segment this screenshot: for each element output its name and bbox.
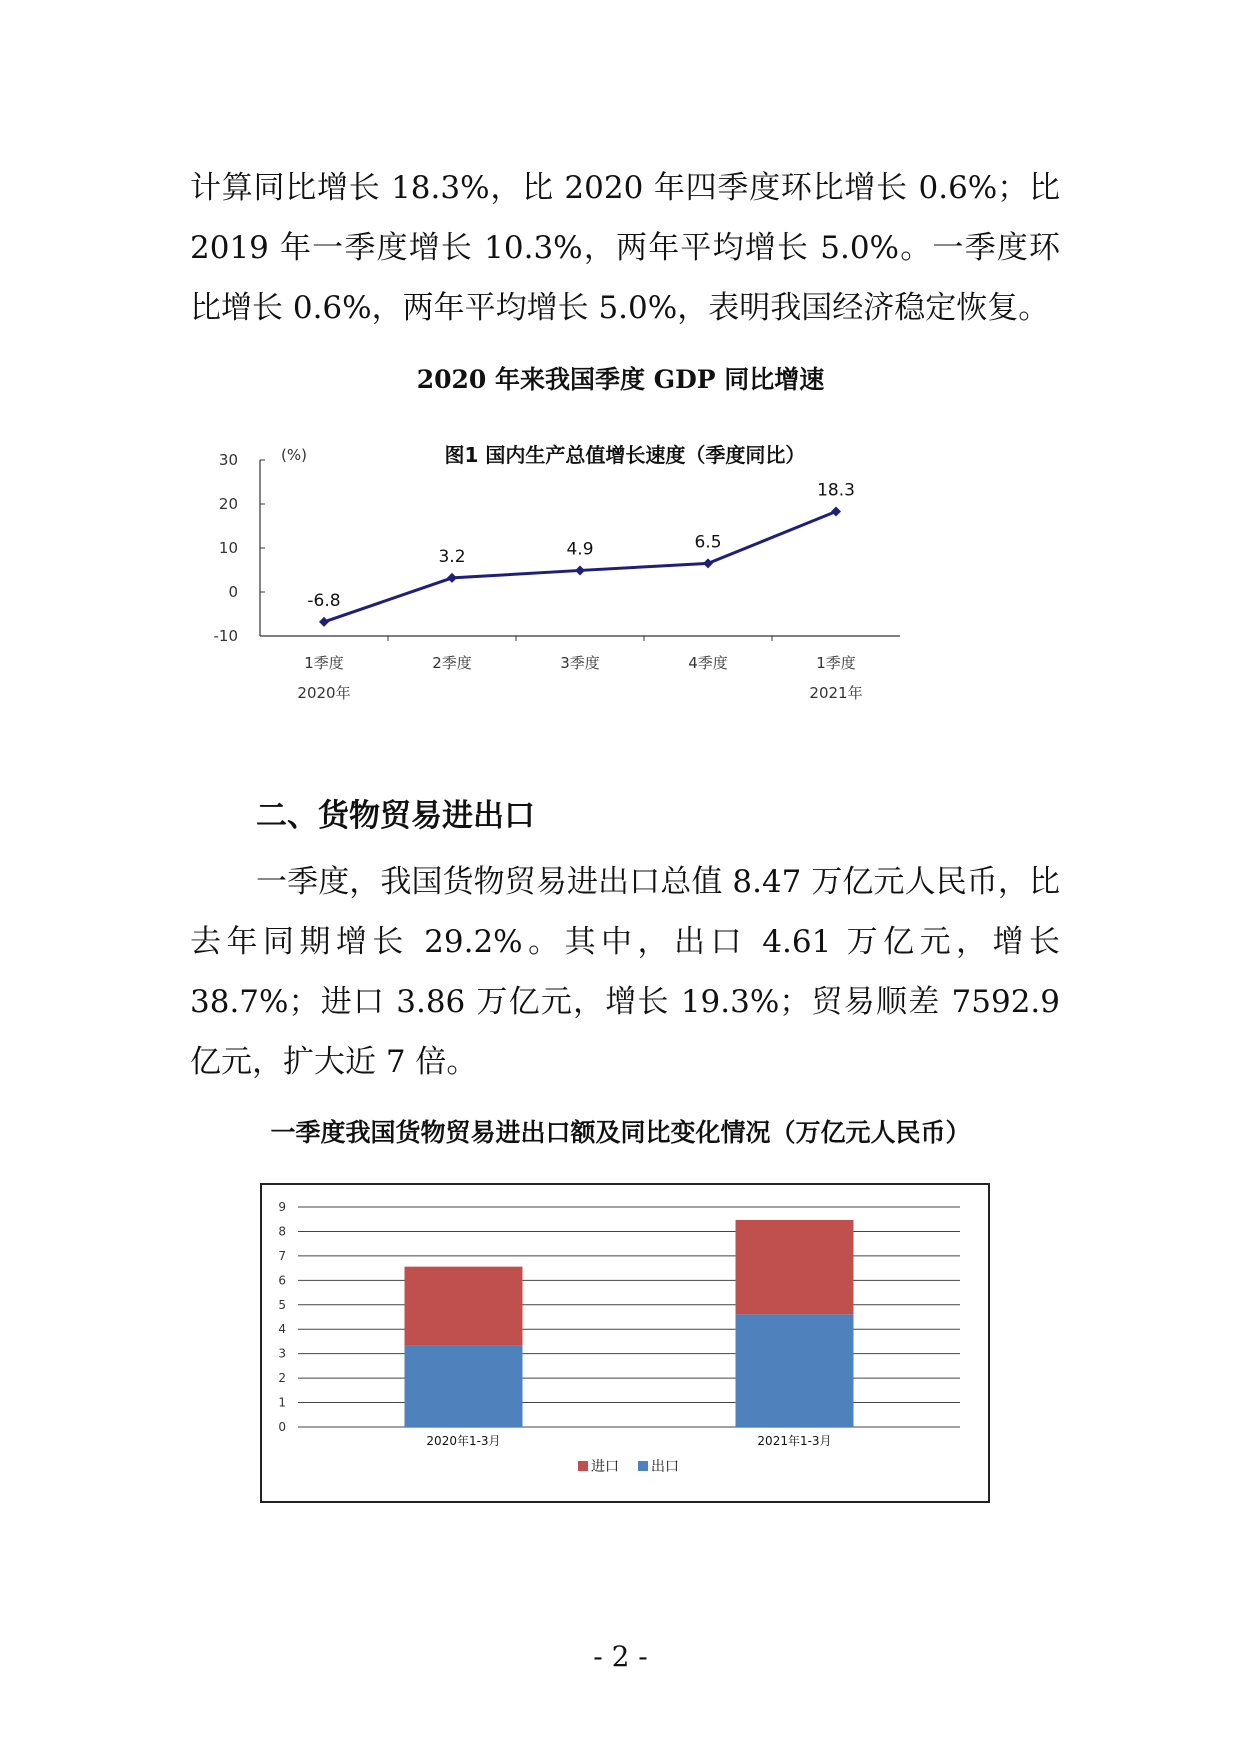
trade-y-tick-label: 3	[278, 1346, 286, 1361]
trade-legend-swatch	[578, 1461, 588, 1471]
trade-y-tick-label: 8	[278, 1224, 286, 1239]
gdp-x-tick-label: 1季度	[304, 654, 344, 672]
paragraph-gdp: 计算同比增长 18.3%，比 2020 年四季度环比增长 0.6%；比 2019 年一季度增长 10.3%，两年平均增长 5.0%。一季度环比增长 0.6%，两年平均增长 5.0%，表明我国经济稳定恢复。	[190, 170, 1060, 326]
trade-bar-export	[405, 1346, 523, 1427]
trade-chart-caption: 一季度我国货物贸易进出口额及同比变化情况（万亿元人民币）	[270, 1118, 971, 1147]
paragraph-trade: 一季度，我国货物贸易进出口总值 8.47 万亿元人民币，比去年同期增长 29.2%。其中，出口 4.61 万亿元，增长 38.7%；进口 3.86 万亿元，增长 19.3%；贸易顺差 7592.9 亿元，扩大近 7 倍。	[190, 864, 1060, 1080]
trade-y-tick-label: 6	[278, 1273, 286, 1288]
gdp-y-unit: (%)	[281, 446, 307, 464]
gdp-data-label: 6.5	[694, 532, 722, 553]
gdp-chart-caption: 2020 年来我国季度 GDP 同比增速	[416, 365, 825, 394]
gdp-line-chart	[213, 420, 1025, 760]
gdp-y-tick-label: -10	[213, 627, 238, 645]
gdp-data-point	[447, 573, 457, 583]
trade-stacked-bar-chart	[260, 1183, 990, 1503]
gdp-x-year-label: 2020年	[297, 684, 351, 702]
trade-bar-export	[736, 1314, 854, 1427]
gdp-y-tick-label: 30	[218, 451, 238, 469]
gdp-data-label: 18.3	[817, 480, 855, 501]
trade-y-tick-label: 7	[278, 1248, 286, 1263]
gdp-data-point	[319, 617, 329, 627]
trade-legend-label: 出口	[651, 1459, 679, 1475]
trade-bar-import	[405, 1267, 523, 1346]
trade-y-tick-label: 0	[278, 1420, 286, 1434]
gdp-data-point	[831, 506, 841, 516]
gdp-y-tick-label: 0	[228, 583, 238, 601]
gdp-x-tick-label: 4季度	[688, 654, 728, 672]
page-number: - 2 -	[593, 1640, 648, 1673]
gdp-data-label: 4.9	[566, 539, 594, 560]
trade-x-tick-label: 2020年1-3月	[426, 1434, 501, 1448]
trade-x-tick-label: 2021年1-3月	[757, 1434, 832, 1448]
gdp-data-label: 3.2	[438, 546, 466, 567]
trade-y-tick-label: 5	[278, 1297, 286, 1312]
gdp-x-tick-label: 2季度	[432, 654, 472, 672]
trade-y-tick-label: 4	[278, 1322, 286, 1337]
gdp-data-point	[703, 558, 713, 568]
gdp-chart-title: 图1 国内生产总值增长速度（季度同比）	[444, 443, 806, 467]
trade-legend-label: 进口	[591, 1459, 619, 1475]
gdp-y-tick-label: 20	[218, 495, 238, 513]
section-heading-trade: 二、货物贸易进出口	[256, 798, 535, 834]
gdp-data-point	[575, 565, 585, 575]
trade-y-tick-label: 1	[278, 1395, 286, 1410]
trade-y-tick-label: 9	[278, 1200, 286, 1214]
gdp-y-tick-label: 10	[218, 539, 238, 557]
gdp-x-year-label: 2021年	[809, 684, 863, 702]
gdp-x-tick-label: 3季度	[560, 654, 600, 672]
trade-bar-import	[736, 1220, 854, 1314]
gdp-data-label: -6.8	[307, 590, 341, 611]
gdp-x-tick-label: 1季度	[816, 654, 856, 672]
trade-y-tick-label: 2	[278, 1371, 286, 1386]
trade-legend-swatch	[638, 1461, 648, 1471]
